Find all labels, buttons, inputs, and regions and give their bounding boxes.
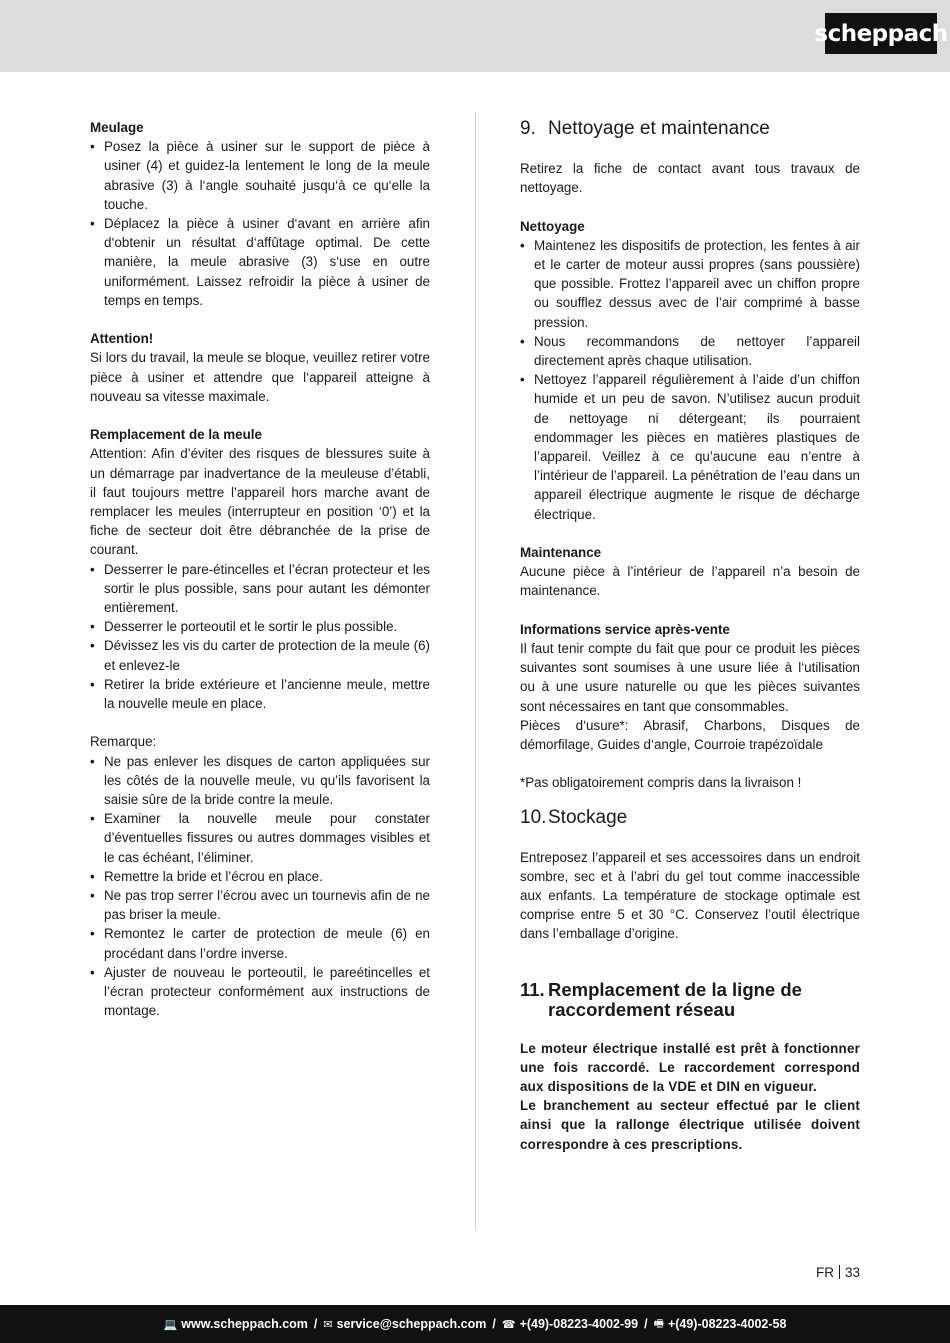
service-parts: Pièces d‘usure*: Abrasif, Charbons, Disques de démorfilage, Guides d‘angle, Courroie trapézoïdale xyxy=(520,717,860,753)
list-item: • Ajuster de nouveau le porteoutil, le pareétincelles et l’écran protecteur conformément aux instructions de montage. xyxy=(90,963,430,1021)
phone-icon: ☎ xyxy=(501,1317,516,1331)
stockage-text: Entreposez l’appareil et ses accessoires dans un endroit sombre, sec et à l’abri du gel tout comme inaccessible aux enfants. La température de stockage optimale est comprise entre 5 et 30 °C. Conservez l’outil électrique dans l’emballage d’origine. xyxy=(520,849,860,942)
list-item: • Déplacez la pièce à usiner d‘avant en arrière afin d‘obtenir un résultat d‘affûtage optimal. De cette manière, la meule abrasive (3) s‘use en outre uniformément. Laissez refroidir la pièce à usiner de temps en temps. xyxy=(90,214,430,310)
meulage-block xyxy=(90,118,430,310)
maintenance-title: Maintenance xyxy=(520,545,602,561)
list-item: • Retirer la bride extérieure et l’ancienne meule, mettre la nouvelle meule en place. xyxy=(90,675,430,713)
section-title: Remplacement de la ligne de raccordement réseau xyxy=(548,978,802,1020)
stockage-block xyxy=(520,848,860,944)
list-item: • Nous recommandons de nettoyer l’appareil directement après chaque utilisation. xyxy=(520,332,860,370)
list-item: • Remettre la bride et l’écrou en place. xyxy=(90,867,430,886)
maintenance-block xyxy=(520,543,860,601)
website-link[interactable]: www.scheppach.com xyxy=(181,1317,308,1331)
nettoyage-block xyxy=(520,217,860,524)
raccordement-block xyxy=(520,1039,860,1154)
computer-icon: 💻 xyxy=(163,1317,178,1331)
column-divider xyxy=(475,112,476,1230)
page-language: FR xyxy=(815,1265,834,1280)
fax-number: +(49)-08223-4002-58 xyxy=(667,1317,787,1331)
section-11-heading xyxy=(520,980,860,1020)
left-column xyxy=(90,118,430,1021)
section-9-intro-block xyxy=(520,159,860,197)
section-10-heading xyxy=(520,807,860,829)
raccordement-text-2: Le branchement au secteur effectué par le client ainsi que la rallonge électrique utilisée doivent correspondre à ces prescriptions. xyxy=(520,1098,860,1152)
contact-footer xyxy=(0,1305,950,1343)
service-text: Il faut tenir compte du fait que pour ce produit les pièces suivantes sont soumises à une usure liée à l‘utilisation ou à une usure naturelle ou que les pièces suivantes sont nécessaires en tant que consommables. xyxy=(520,641,860,714)
mail-icon: ✉ xyxy=(323,1317,333,1331)
footer-separator: / xyxy=(492,1317,496,1331)
footer-separator: / xyxy=(313,1317,318,1331)
meulage-list xyxy=(90,137,430,310)
remplacement-text: Attention: Afin d’éviter des risques de blessures suite à un démarrage par inadvertance de la meuleuse d’établi, il faut toujours mettre l’appareil hors marche avant de remplacer les meules (interrupteur en position ‘0’) et la fiche de secteur doit être débranchée de la prise de courant. xyxy=(90,446,430,558)
list-item: • Desserrer le porteoutil et le sortir le plus possible. xyxy=(90,617,430,636)
nettoyage-title: Nettoyage xyxy=(520,218,585,234)
phone-number: +(49)-08223-4002-99 xyxy=(519,1317,639,1331)
attention-text: Si lors du travail, la meule se bloque, veuillez retirer votre pièce à usiner et attendre que l‘appareil atteigne à nouveau sa vitesse maximale. xyxy=(90,350,430,404)
page-number-value: 33 xyxy=(844,1265,860,1280)
page-number xyxy=(790,1265,860,1280)
remplacement-list xyxy=(90,560,430,714)
scheppach-logo: scheppach xyxy=(825,13,937,54)
list-item: • Posez la pièce à usiner sur le support de pièce à usiner (4) et guidez-la lentement le long de la meule abrasive (3) à l‘angle souhaité jusqu‘à ce qu‘elle la touche. xyxy=(90,137,430,214)
email-link[interactable]: service@scheppach.com xyxy=(336,1317,487,1331)
footnote-block xyxy=(520,773,860,792)
footnote-text: *Pas obligatoirement compris dans la livraison ! xyxy=(520,775,802,791)
fax-icon: 🖷 xyxy=(653,1316,664,1330)
page-separator xyxy=(839,1265,840,1279)
list-item: • Maintenez les dispositifs de protection, les fentes à air et le carter de moteur aussi propres (sans poussière) que possible. Frottez l’appareil avec un chiffon propre ou soufflez dessus avec de l’air comprimé à basse pression. xyxy=(520,236,860,332)
list-item: • Ne pas enlever les disques de carton appliquées sur les côtés de la nouvelle meule, vu qu’ils favorisent la saisie sûre de la bride contre la meule. xyxy=(90,752,430,810)
remarque-list xyxy=(90,752,430,1021)
list-item: • Nettoyez l’appareil régulièrement à l’aide d’un chiffon humide et un peu de savon. N’utilisez aucun produit de nettoyage ni détergeant; ils pourraient endommager les pièces en matières plastiques de l’appareil. Veillez à ce qu’aucune eau n’entre à l’intérieur de l’appareil. La pénétration de l’eau dans un appareil électrique augmente le risque de décharge électrique. xyxy=(520,370,860,524)
list-item: • Remontez le carter de protection de meule (6) en procédant dans l’ordre inverse. xyxy=(90,924,430,962)
section-number: 9. xyxy=(520,118,536,139)
section-title: Stockage xyxy=(548,806,628,828)
list-item: • Examiner la nouvelle meule pour constater d’éventuelles fissures ou autres dommages visibles et le cas échéant, l’éliminer. xyxy=(90,809,430,867)
maintenance-text: Aucune pièce à l’intérieur de l’appareil n’a besoin de maintenance. xyxy=(520,564,860,599)
remarque-title: Remarque: xyxy=(90,734,157,750)
right-column xyxy=(520,118,860,1154)
header-bar xyxy=(0,0,950,72)
section-9-heading xyxy=(520,118,860,140)
footer-separator: / xyxy=(644,1317,648,1331)
attention-block xyxy=(90,329,430,406)
section-number: 11. xyxy=(520,978,545,1000)
list-item: • Ne pas trop serrer l’écrou avec un tournevis afin de ne pas briser la meule. xyxy=(90,886,430,924)
list-item: • Dévissez les vis du carter de protection de la meule (6) et enlevez-le xyxy=(90,636,430,674)
section-title: Nettoyage et maintenance xyxy=(548,118,770,139)
service-title: Informations service après-vente xyxy=(520,621,730,637)
section-9-intro: Retirez la fiche de contact avant tous travaux de nettoyage. xyxy=(520,161,860,196)
section-number: 10. xyxy=(520,806,547,828)
remplacement-title: Remplacement de la meule xyxy=(90,427,262,443)
meulage-title: Meulage xyxy=(90,120,144,135)
raccordement-text-1: Le moteur électrique installé est prêt à fonctionner une fois raccordé. Le raccordement correspond aux dispositions de la VDE et DIN en vigueur. xyxy=(520,1040,860,1095)
service-block xyxy=(520,620,860,754)
list-item: • Desserrer le pare-étincelles et l’écran protecteur et les sortir le plus possible, sans pour autant les démonter entièrement. xyxy=(90,560,430,618)
remplacement-block xyxy=(90,425,430,713)
remarque-block xyxy=(90,732,430,1020)
nettoyage-list xyxy=(520,236,860,524)
attention-title: Attention! xyxy=(90,331,154,347)
